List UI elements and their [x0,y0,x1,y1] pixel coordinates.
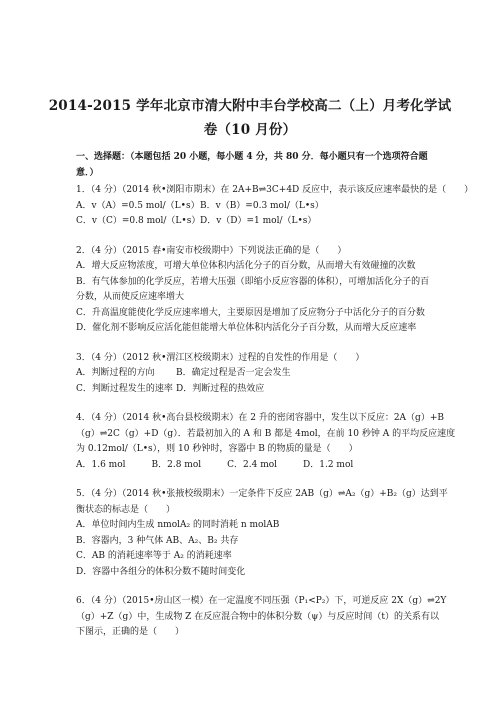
question-5-option-b: B．容器内，3 种气体 AB、A₂、B₂ 共存 [76,535,239,546]
question-2-option-d: D．催化剂不影响反应活化能但能增大单位体积内活化分子百分数，从而增大反应速率 [76,323,417,333]
question-1 [76,183,474,230]
question-5-option-d: D．容器中各组分的体积分数不随时间变化 [76,566,246,577]
question-6-stem-line3: 下图示，正确的是（ ） [76,627,185,637]
question-4-option-a: A．1.6 mol [76,459,126,470]
question-4-stem-line3: 为 0.12mol/（L•s），则 10 秒钟时，容器中 B 的物质的量是（ ） [76,444,358,454]
question-2-option-b: B．有气体参加的化学反应，若增大压强（即缩小反应容器的体积），可增加活化分子的百 [76,276,430,287]
question-5-option-c: C．AB 的消耗速率等于 A₂ 的消耗速率 [76,551,232,561]
question-5-stem-line1: 5．（4 分）（2014 秋•张掖校级期末）一定条件下反应 2AB（g）⇌A₂（g）+B₂（g）达到平 [76,489,448,499]
question-2-stem: 2．（4 分）（2015 春•南安市校级期中）下列说法正确的是（ ） [76,245,347,256]
question-3-option-d: D．判断过程的热效应 [176,383,265,394]
question-1-option-d: D．v（D）=1 mol/（L•s） [200,216,317,226]
document-title-line1: 2014-2015 学年北京市清大附中丰台学校高二（上）月考化学试 [48,98,452,114]
question-5 [76,487,448,580]
question-6 [76,594,447,641]
question-2-option-c: C．升高温度能使化学反应速率增大，主要原因是增加了反应物分子中活化分子的百分数 [76,307,425,318]
question-4-option-b: B．2.8 mol [151,459,202,470]
question-4-stem-line2: （g）⇌2C（g）+D（g）．若最初加入的 A 和 B 都是 4mol，在前 10 秒钟 A 的平均反应速度 [76,428,456,439]
section-header: 一、选择题：（本题包括 20 小题，每小题 4 分，共 80 分．每小题只有一个选项符合题意．） [76,152,428,178]
question-1-stem: 1．（4 分）（2014 秋•浏阳市期末）在 2A+B⇌3C+4D 反应中，表示该反应速率最快的是（ ） [76,185,474,195]
question-2-option-a: A．增大反应物浓度，可增大单位体积内活化分子的百分数，从而增大有效碰撞的次数 [76,261,416,271]
question-1-option-b: B．v（B）=0.3 mol/（L•s） [200,200,324,211]
question-4-stem-line1: 4．（4 分）（2014 秋•高台县校级期末）在 2 升的密闭容器中，发生以下反应：2A（g）+B [76,413,444,423]
question-1-option-c: C．v（C）=0.8 mol/（L•s） [76,216,201,226]
question-3 [76,351,436,398]
document-body [76,150,474,641]
question-3-option-c: C．判断过程发生的速率 [76,383,173,394]
question-4 [76,411,456,473]
question-2 [76,244,436,337]
question-5-stem-line2: 衡状态的标志是（ ） [76,504,176,515]
question-1-option-a: A．v（A）=0.5 mol/（L•s） [76,200,200,211]
question-4-option-d: D．1.2 mol [303,459,354,470]
question-5-option-a: A．单位时间内生成 nmolA₂ 的同时消耗 n molAB [76,520,280,530]
question-2-option-b-cont: 分数，从而使反应速率增大 [76,292,185,302]
question-3-stem: 3．（4 分）（2012 秋•渭江区校级期末）过程的自发性的作用是（ ） [76,352,365,363]
document-title-line2: 卷（10 月份） [203,122,297,138]
question-3-option-b: B．确定过程是否一定会发生 [176,368,291,378]
question-4-option-c: C．2.4 mol [227,459,278,470]
question-6-stem-line1: 6．（4 分）（2015•房山区一模）在一定温度不同压强（P₁<P₂）下，可逆反应 2X（g）⇌2Y [76,596,447,606]
question-6-stem-line2: （g）+Z（g）中，生成物 Z 在反应混合物中的体积分数（ψ）与反应时间（t）的关系有以 [76,611,439,622]
question-3-option-a: A．判断过程的方向 [76,368,155,378]
